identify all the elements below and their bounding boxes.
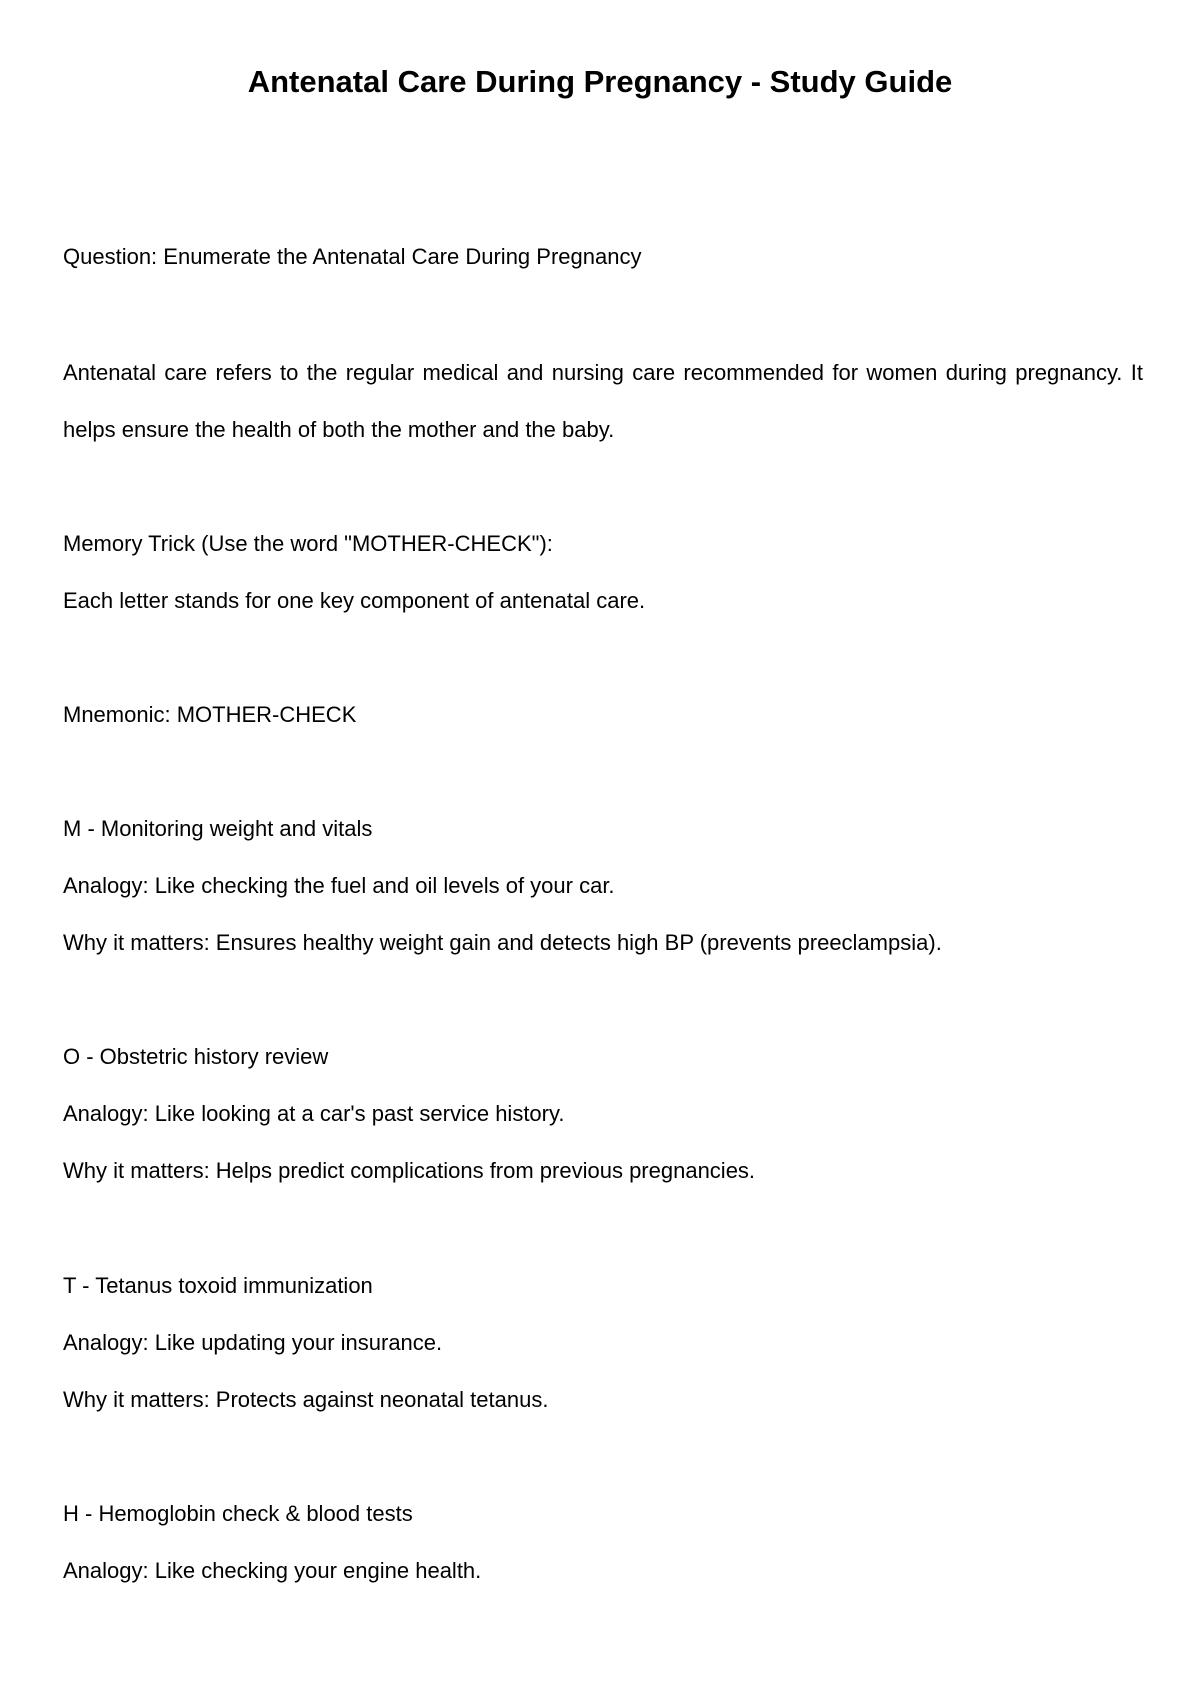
item-heading: O - Obstetric history review [63,1044,329,1069]
item-heading: T - Tetanus toxoid immunization [63,1273,373,1298]
item-heading: H - Hemoglobin check & blood tests [63,1501,413,1526]
item-why: Why it matters: Ensures healthy weight gain and detects high BP (prevents preeclampsia). [63,930,942,955]
mnemonic-text: Mnemonic: MOTHER-CHECK [63,702,357,727]
item-analogy: Analogy: Like updating your insurance. [63,1330,443,1355]
memory-trick-description: Each letter stands for one key component of antenatal care. [63,588,646,613]
item-heading: M - Monitoring weight and vitals [63,816,373,841]
memory-trick-heading: Memory Trick (Use the word "MOTHER-CHECK"): [63,531,553,556]
item-why: Why it matters: Helps predict complications from previous pregnancies. [63,1158,756,1183]
intro-paragraph: Antenatal care refers to the regular medical and nursing care recommended for women during pregnancy. It helps ensure the health of both the mother and the baby. [63,360,1143,442]
item-analogy: Analogy: Like checking your engine health. [63,1558,482,1583]
item-why: Why it matters: Protects against neonatal tetanus. [63,1387,549,1412]
item-analogy: Analogy: Like checking the fuel and oil levels of your car. [63,873,615,898]
question-text: Question: Enumerate the Antenatal Care During Pregnancy [63,244,642,269]
item-analogy: Analogy: Like looking at a car's past service history. [63,1101,565,1126]
document-title: Antenatal Care During Pregnancy - Study Guide [247,64,953,99]
